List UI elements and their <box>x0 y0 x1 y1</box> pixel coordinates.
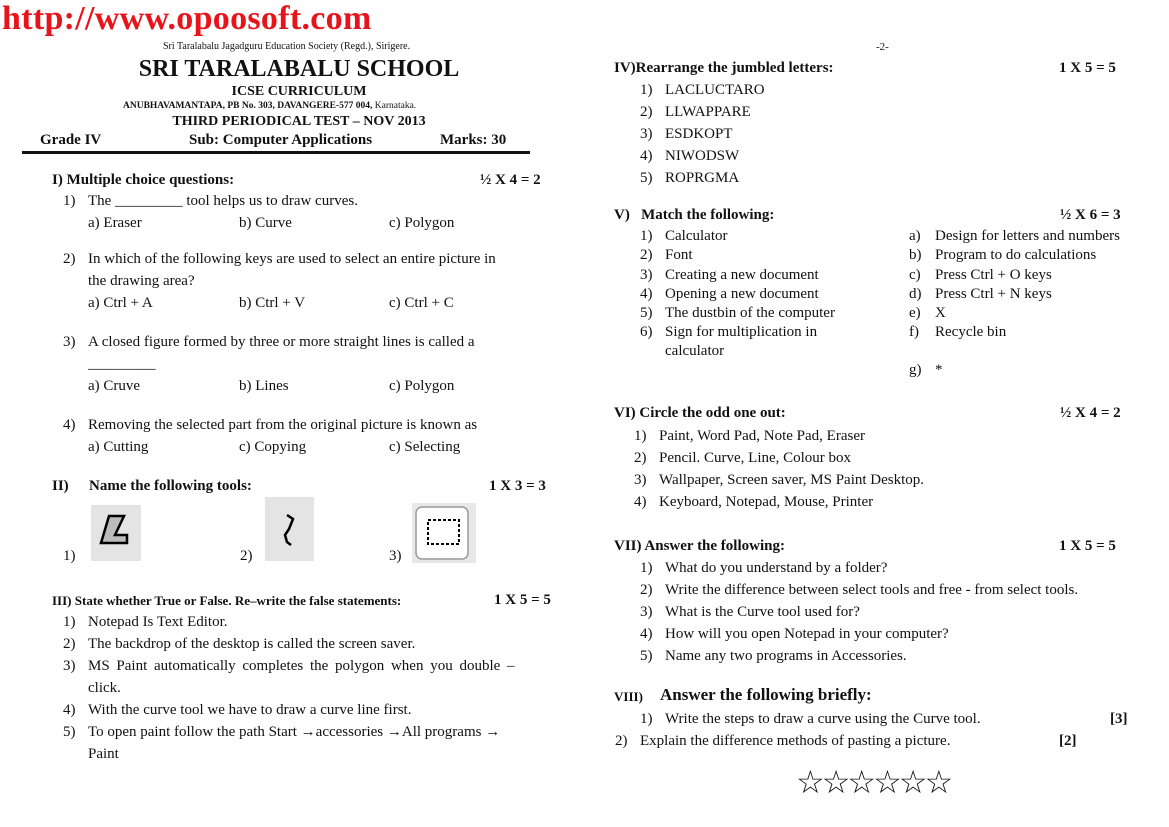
address-text: ANUBHAVAMANTAPA, PB No. 303, DAVANGERE-577 004, <box>123 101 373 111</box>
item-number: 2) <box>240 548 253 564</box>
jumbled-word: LACLUCTARO <box>665 82 765 98</box>
item-letter: d) <box>909 286 922 302</box>
test-title: THIRD PERIODICAL TEST – NOV 2013 <box>172 114 426 129</box>
question-text: Explain the difference methods of pasting a picture. <box>640 733 951 749</box>
odd-one-item: Pencil. Curve, Line, Colour box <box>659 450 852 466</box>
question-text: What is the Curve tool used for? <box>665 604 860 620</box>
question-text: Removing the selected part from the original picture is known as <box>88 417 478 433</box>
school-name: SRI TARALABALU SCHOOL <box>138 56 460 82</box>
item-number: 3) <box>640 604 653 620</box>
item-number: 5) <box>640 648 653 664</box>
match-left: The dustbin of the computer <box>665 305 835 321</box>
question-marks: [2] <box>1059 733 1077 749</box>
jumbled-word: LLWAPPARE <box>665 104 751 120</box>
page-number: -2- <box>876 41 889 53</box>
item-number: 4) <box>640 626 653 642</box>
grade: Grade IV <box>40 132 102 148</box>
question-text: In which of the following keys are used to select an entire picture in <box>88 251 496 267</box>
section-title: III) State whether True or False. Re–write the false statements: <box>52 593 402 608</box>
item-number: 6) <box>640 324 653 340</box>
stars-decoration: ☆☆☆☆☆☆ <box>796 764 951 800</box>
match-right: * <box>935 362 943 378</box>
item-letter: e) <box>909 305 921 321</box>
section-marks: 1 X 5 = 5 <box>494 592 551 608</box>
section-number: VIII) <box>614 689 643 704</box>
item-number: 1) <box>634 428 647 444</box>
section-title: I) Multiple choice questions: <box>52 172 235 188</box>
section-title: VII) Answer the following: <box>614 538 785 554</box>
question-text: Write the steps to draw a curve using the Curve tool. <box>665 711 981 727</box>
option: a) Cutting <box>88 439 149 455</box>
item-letter: a) <box>909 228 921 244</box>
item-number: 3) <box>640 267 653 283</box>
option: c) Ctrl + C <box>389 295 454 311</box>
match-right: Program to do calculations <box>935 247 1097 263</box>
rectangle-select-icon <box>412 503 476 563</box>
section-marks: 1 X 3 = 3 <box>489 478 546 494</box>
address <box>123 100 416 112</box>
section-marks: ½ X 4 = 2 <box>480 172 541 188</box>
odd-one-item: Keyboard, Notepad, Mouse, Printer <box>659 494 874 510</box>
option: c) Copying <box>239 439 307 455</box>
item-letter: f) <box>909 324 919 340</box>
section-title: VI) Circle the odd one out: <box>614 405 786 421</box>
item-number: 3) <box>634 472 647 488</box>
item-number: 2) <box>640 247 653 263</box>
section-number: II) <box>52 478 69 494</box>
option: a) Eraser <box>88 215 142 231</box>
match-left: Calculator <box>665 228 728 244</box>
match-right: Press Ctrl + N keys <box>935 286 1052 302</box>
item-letter: c) <box>909 267 921 283</box>
option: a) Ctrl + A <box>88 295 153 311</box>
jumbled-word: ROPRGMA <box>665 170 740 186</box>
statement: With the curve tool we have to draw a curve line first. <box>88 702 412 718</box>
option: b) Lines <box>239 378 289 394</box>
item-letter: b) <box>909 247 922 263</box>
question-number: 4) <box>63 417 76 433</box>
question-text: What do you understand by a folder? <box>665 560 888 576</box>
item-number: 2) <box>615 733 628 749</box>
match-right: Recycle bin <box>935 324 1007 340</box>
item-number: 1) <box>63 614 76 630</box>
statement: To open paint follow the path Start →accessories →All programs → <box>88 724 501 740</box>
item-number: 5) <box>640 170 653 186</box>
match-right: Press Ctrl + O keys <box>935 267 1052 283</box>
item-number: 1) <box>640 228 653 244</box>
section-marks: ½ X 4 = 2 <box>1060 405 1121 421</box>
society-line: Sri Taralabalu Jagadguru Education Society (Regd.), Sirigere. <box>163 41 411 52</box>
section-title: Name the following tools: <box>89 478 252 494</box>
curriculum: ICSE CURRICULUM <box>231 84 367 99</box>
question-text: Name any two programs in Accessories. <box>665 648 907 664</box>
option: c) Polygon <box>389 215 455 231</box>
item-number: 5) <box>63 724 76 740</box>
option: b) Curve <box>239 215 292 231</box>
curve-tool-icon <box>265 497 314 561</box>
option: a) Cruve <box>88 378 141 394</box>
match-left: calculator <box>665 343 725 359</box>
section-marks: ½ X 6 = 3 <box>1060 207 1121 223</box>
item-number: 1) <box>640 82 653 98</box>
watermark: http://www.opoosoft.com <box>2 0 372 37</box>
match-left: Creating a new document <box>665 267 819 283</box>
section-title: Answer the following briefly: <box>660 685 872 704</box>
item-number: 4) <box>640 286 653 302</box>
item-number: 1) <box>640 560 653 576</box>
section-title: V) Match the following: <box>614 207 775 223</box>
item-number: 4) <box>634 494 647 510</box>
item-number: 4) <box>640 148 653 164</box>
match-left: Font <box>665 247 693 263</box>
option: c) Selecting <box>389 439 461 455</box>
question-text: The _________ tool helps us to draw curves. <box>88 193 358 209</box>
item-number: 3) <box>63 658 76 674</box>
question-text: How will you open Notepad in your computer? <box>665 626 949 642</box>
odd-one-item: Paint, Word Pad, Note Pad, Eraser <box>659 428 865 444</box>
section-marks: 1 X 5 = 5 <box>1059 60 1116 76</box>
item-letter: g) <box>909 362 922 378</box>
header-divider <box>22 151 530 154</box>
item-number: 2) <box>634 450 647 466</box>
subject: Sub: Computer Applications <box>189 132 373 148</box>
question-text: A closed figure formed by three or more straight lines is called a <box>88 334 475 350</box>
item-number: 3) <box>389 548 402 564</box>
question-text: Write the difference between select tools and free - from select tools. <box>665 582 1079 598</box>
item-number: 3) <box>640 126 653 142</box>
statement: click. <box>88 680 121 696</box>
free-form-select-icon <box>91 505 141 561</box>
section-marks: 1 X 5 = 5 <box>1059 538 1116 554</box>
match-right: X <box>935 305 946 321</box>
item-number: 2) <box>63 636 76 652</box>
match-left: Opening a new document <box>665 286 819 302</box>
odd-one-item: Wallpaper, Screen saver, MS Paint Desktop. <box>659 472 925 488</box>
question-text: the drawing area? <box>88 273 195 289</box>
item-number: 4) <box>63 702 76 718</box>
item-number: 1) <box>63 548 76 564</box>
jumbled-word: ESDKOPT <box>665 126 733 142</box>
address-state: Karnataka. <box>374 101 417 111</box>
question-number: 1) <box>63 193 76 209</box>
statement: MS Paint automatically completes the polygon when you double – <box>88 658 515 674</box>
marks: Marks: 30 <box>440 132 507 148</box>
question-number: 2) <box>63 251 76 267</box>
option: b) Ctrl + V <box>239 295 306 311</box>
item-number: 5) <box>640 305 653 321</box>
question-marks: [3] <box>1110 711 1128 727</box>
item-number: 2) <box>640 582 653 598</box>
match-right: Design for letters and numbers <box>935 228 1120 244</box>
section-title: IV)Rearrange the jumbled letters: <box>614 60 834 76</box>
statement: Notepad Is Text Editor. <box>88 614 228 630</box>
question-number: 3) <box>63 334 76 350</box>
question-text: _________ <box>88 356 156 372</box>
statement: The backdrop of the desktop is called the screen saver. <box>88 636 416 652</box>
item-number: 2) <box>640 104 653 120</box>
match-left: Sign for multiplication in <box>665 324 818 340</box>
statement: Paint <box>88 746 119 762</box>
option: c) Polygon <box>389 378 455 394</box>
item-number: 1) <box>640 711 653 727</box>
jumbled-word: NIWODSW <box>665 148 740 164</box>
